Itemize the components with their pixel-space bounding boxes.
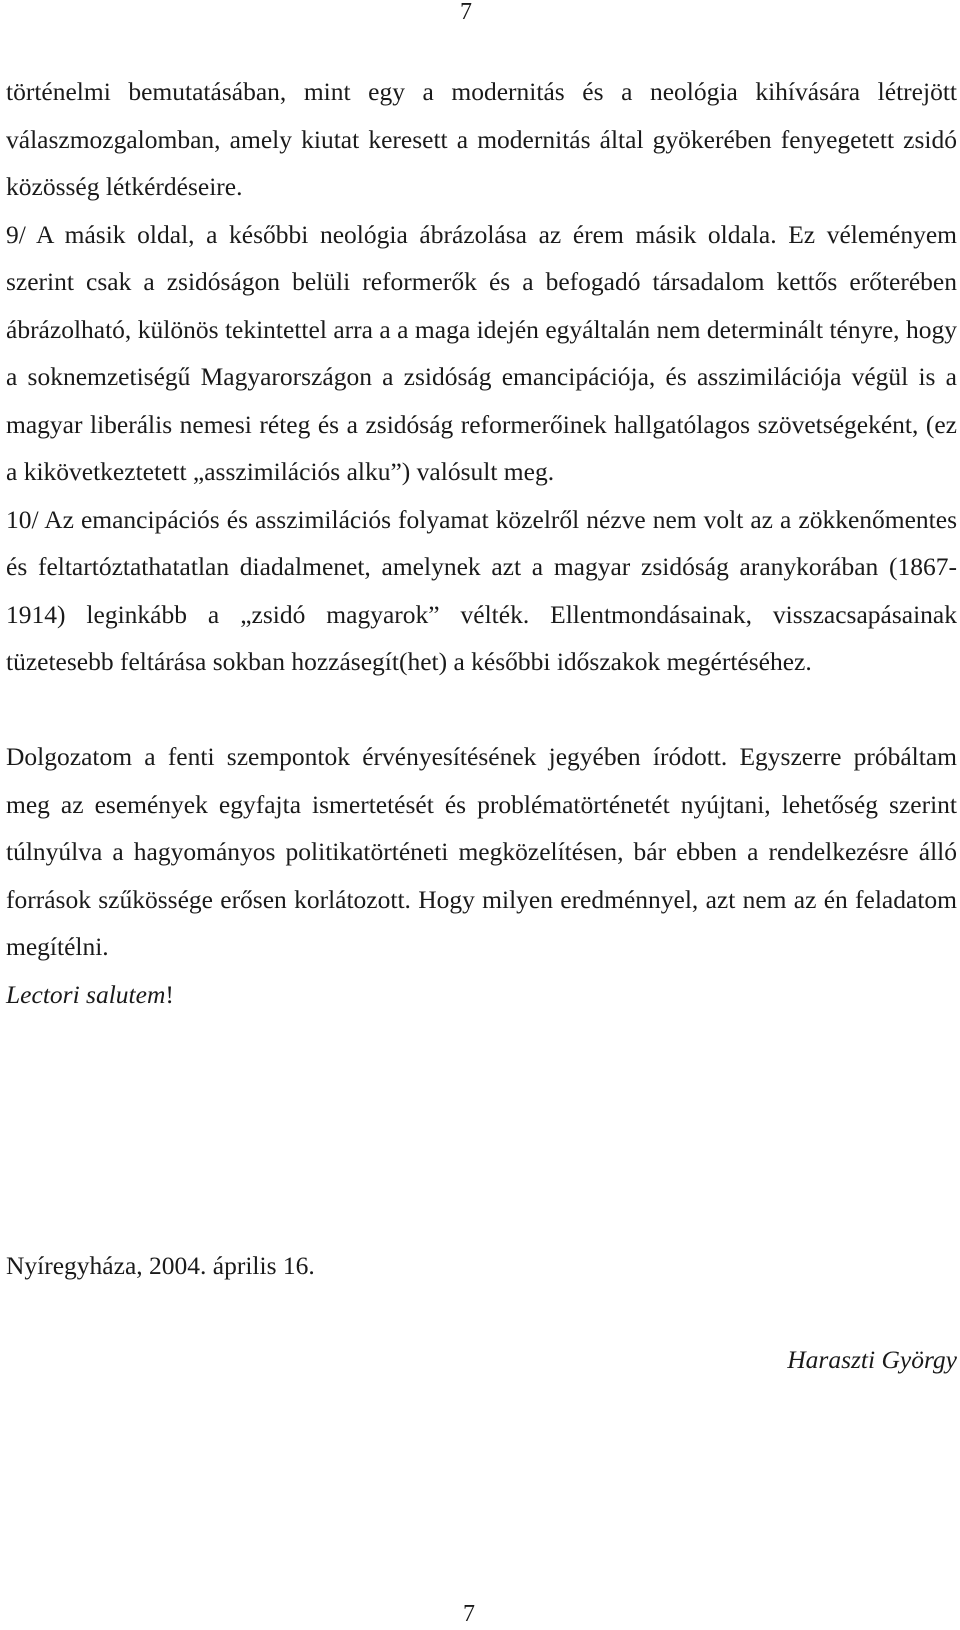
closing-salutation-line	[6, 971, 957, 1019]
closing-salutation: Lectori salutem	[6, 979, 166, 1009]
paragraph-1: történelmi bemutatásában, mint egy a modernitás és a neológia kihívására létrejött válaszmozgalomban, amely kiutat keresett a modernitás által gyökerében fenyegetett zsidó közösség létkérdéseire.	[6, 77, 957, 201]
page-number-top: 7	[460, 0, 472, 25]
paragraph-3: 10/ Az emancipációs és asszimilációs folyamat közelről nézve nem volt az a zökkenőmentes és feltartóztathatatlan diadalmenet, amelynek azt a magyar zsidóság aranykorában (1867-1914) leginkább a „zsidó magyarok” vélték. Ellentmondásainak, visszacsapásainak tüzetesebb feltárása sokban hozzásegít(het) a későbbi időszakok megértéséhez.	[6, 504, 957, 676]
page-number-bottom: 7	[463, 1601, 475, 1627]
place-and-date: Nyíregyháza, 2004. április 16.	[6, 1251, 315, 1280]
paragraph-4: Dolgozatom a fenti szempontok érvényesítésének jegyében íródott. Egyszerre próbáltam meg az események egyfajta ismertetését és problématörténetét nyújtani, lehetőség szerint túlnyúlva a hagyományos politikatörténeti megközelítésen, bár ebben a rendelkezésre álló források szűkössége erősen korlátozott. Hogy milyen eredménnyel, azt nem az én feladatom megítélni.	[6, 742, 957, 961]
body-text	[6, 68, 957, 1018]
closing-salutation-punct: !	[165, 979, 174, 1009]
paragraph-2: 9/ A másik oldal, a későbbi neológia ábrázolása az érem másik oldala. Ez véleményem szerint csak a zsidóságon belüli reformerők és a befogadó társadalom kettős erőterében ábrázolható, különös tekintettel arra a a maga idején egyáltalán nem determinált tényre, hogy a soknemzetiségű Magyarországon a zsidóság emancipációja, és asszimilációja végül is a magyar liberális nemesi réteg és a zsidóság reformerőinek hallgatólagos szövetségeként, (ez a kikövetkeztetett „asszimilációs alku”) valósult meg.	[6, 219, 957, 486]
paragraph-spacer	[6, 686, 957, 734]
author-signature: Haraszti György	[787, 1345, 957, 1374]
